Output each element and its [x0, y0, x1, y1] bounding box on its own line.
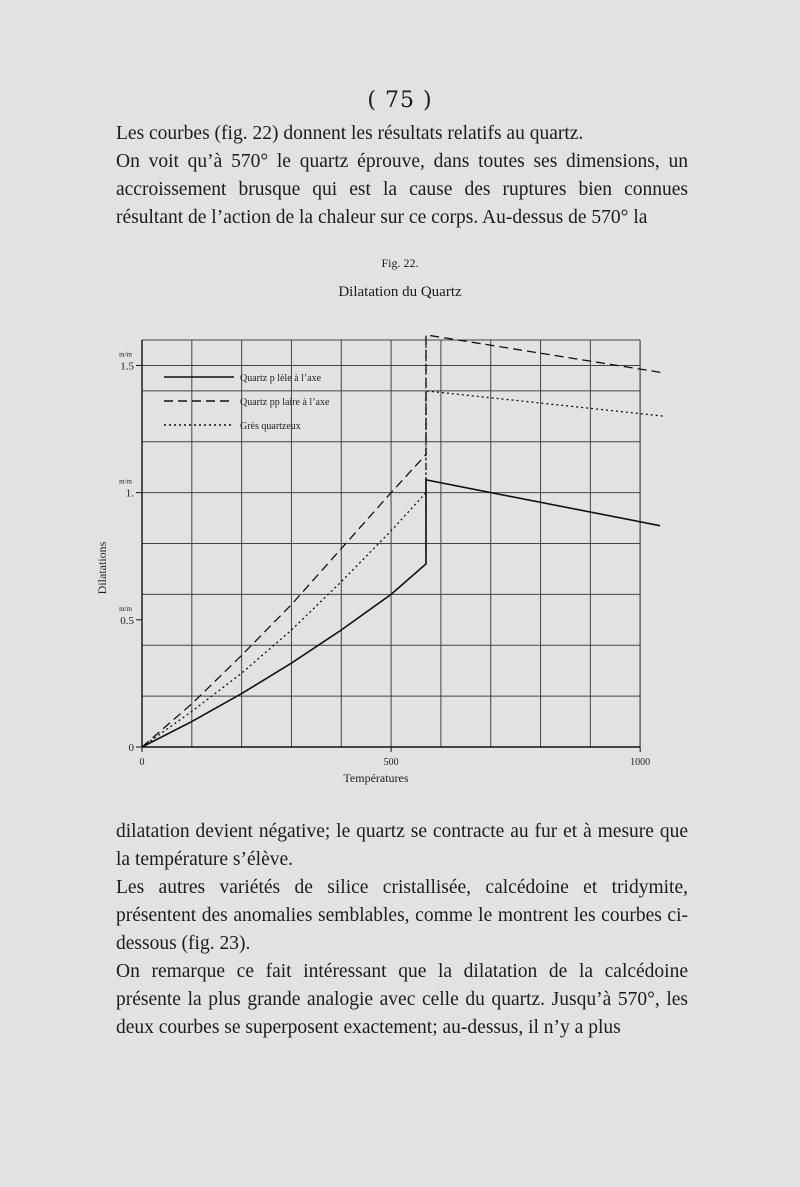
y-tick-unit: m/m [119, 477, 132, 486]
y-axis-label: Dilatations [95, 541, 109, 595]
figure-label: Fig. 22. [381, 256, 419, 270]
series-line-dotted [142, 391, 665, 747]
x-tick-label: 500 [383, 757, 399, 768]
bottom-text-block [116, 818, 688, 1042]
x-tick-label: 0 [139, 757, 145, 768]
y-tick-label: 1.5 [120, 360, 134, 373]
paragraph-1: Les courbes (fig. 22) donnent les résultats relatifs au quartz. [116, 123, 584, 144]
page-number: ( 75 ) [367, 88, 433, 113]
chart-grid [142, 340, 640, 747]
figure-title: Dilatation du Quartz [338, 284, 462, 300]
paragraph-2: On voit qu’à 570° le quartz éprouve, dans toutes ses dimensions, un accroissement brusque qui est la cause des ruptures bien connues résultant de l’action de la chaleur sur ce corps. Au-dessus de 570° la [116, 151, 688, 228]
dilatation-chart [80, 320, 700, 790]
y-tick-unit: m/m [119, 604, 132, 613]
series-line-dashed [142, 335, 665, 747]
x-axis-label: Températures [343, 771, 409, 785]
chart-legend [164, 373, 330, 432]
y-tick-unit: m/m [119, 350, 132, 359]
chart-axes [119, 340, 650, 768]
y-tick-label: 0.5 [120, 614, 134, 627]
paragraph-4: Les autres variétés de silice cristallisée, calcédoine et tridymite, présentent des anomalies semblables, comme le montrent les courbes ci-dessous (fig. 23). [116, 877, 688, 954]
x-tick-label: 1000 [630, 757, 651, 768]
legend-label: Quartz pp laire à l’axe [240, 397, 330, 408]
paragraph-5: On remarque ce fait intéressant que la dilatation de la calcédoine présente la plus grande analogie avec celle du quartz. Jusqu’à 570°, les deux courbes se superposent exactement; au-dessus, il n’y a plus [116, 961, 688, 1038]
chart-series [142, 335, 665, 747]
top-text-block [116, 120, 688, 232]
legend-label: Quartz p lèle à l’axe [240, 373, 322, 384]
paragraph-3: dilatation devient négative; le quartz se contracte au fur et à mesure que la température s’élève. [116, 821, 688, 870]
y-tick-label: 1. [125, 487, 134, 500]
y-tick-label: 0 [128, 742, 134, 754]
legend-label: Grès quartzeux [240, 421, 301, 432]
